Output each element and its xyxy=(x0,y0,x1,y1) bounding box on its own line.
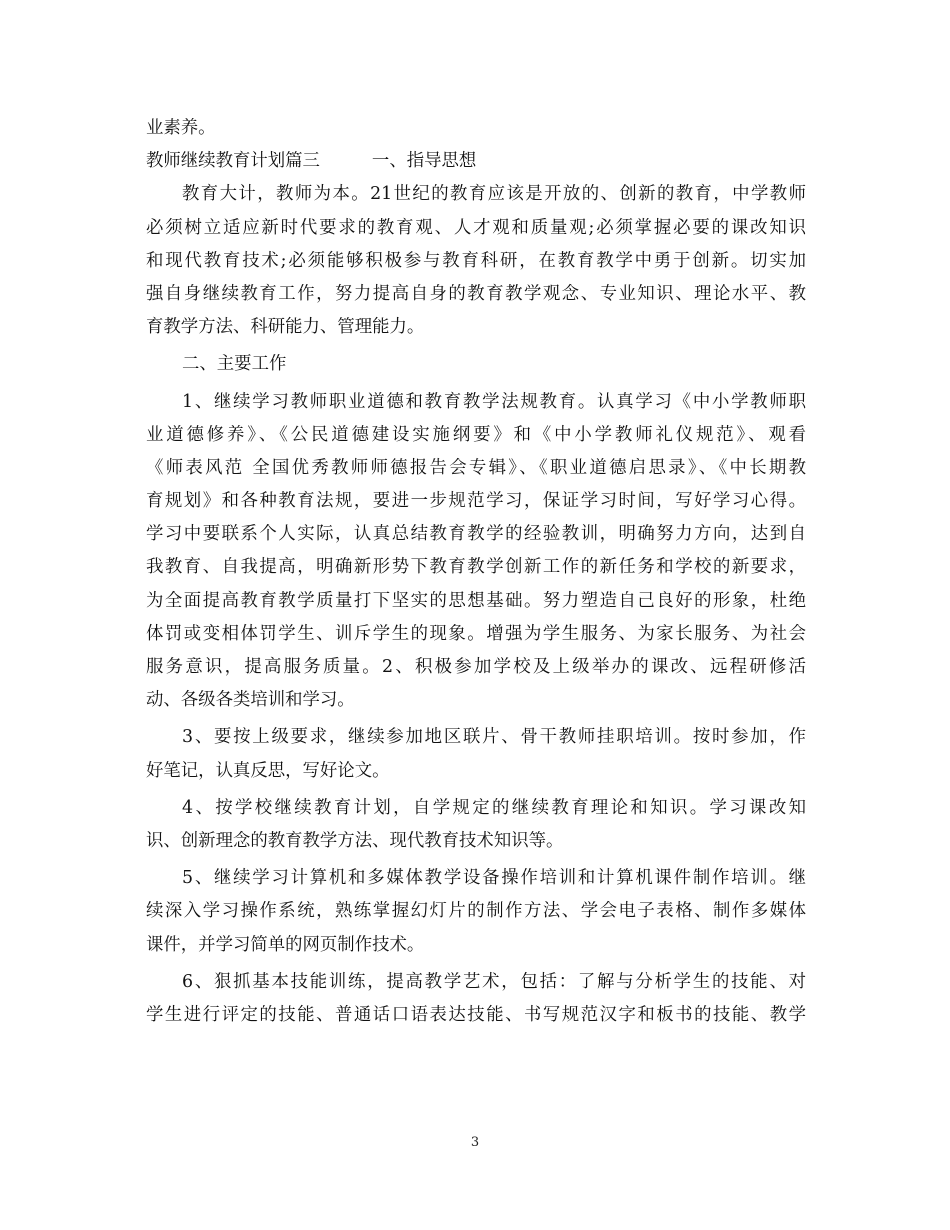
paragraph-line: 动、各级各类培训和学习。 xyxy=(146,690,355,711)
paragraph-line: 育教学方法、科研能力、管理能力。 xyxy=(146,317,425,338)
paragraph-line: 5、继续学习计算机和多媒体教学设备操作培训和计算机课件制作培训。继 xyxy=(182,868,806,889)
paragraph-line: 学习中要联系个人实际，认真总结教育教学的经验教训，明确努力方向，达到自 xyxy=(146,524,806,545)
paragraph-line: 3、要按上级要求，继续参加地区联片、骨干教师挂职培训。按时参加，作 xyxy=(182,727,806,748)
lead-line: 业素养。 xyxy=(146,118,216,138)
paragraph-line: 1、继续学习教师职业道德和教育教学法规教育。认真学习《中小学教师职 xyxy=(182,391,806,412)
section-heading-title: 教师继续教育计划篇三 xyxy=(146,151,320,172)
paragraph-line: 强自身继续教育工作，努力提高自身的教育教学观念、专业知识、理论水平、教 xyxy=(146,283,806,304)
paragraph-line: 必须树立适应新时代要求的教育观、人才观和质量观;必须掌握必要的课改知识 xyxy=(146,217,806,238)
paragraph-line: 课件，并学习简单的网页制作技术。 xyxy=(146,934,425,955)
document-body xyxy=(146,112,806,1032)
paragraph-item-1 xyxy=(146,386,806,718)
paragraph-line: 教育大计，教师为本。21世纪的教育应该是开放的、创新的教育，中学教师 xyxy=(182,184,806,205)
paragraph-line: 服务意识，提高服务质量。2、积极参加学校及上级举办的课改、远程研修活 xyxy=(146,657,806,677)
paragraph-line: 识、创新理念的教育教学方法、现代教育技术知识等。 xyxy=(146,830,564,851)
paragraph-line: 为全面提高教育教学质量打下坚实的思想基础。努力塑造自己良好的形象，杜绝 xyxy=(146,590,806,611)
paragraph-line: 业道德修养》、《公民道德建设实施纲要》和《中小学教师礼仪规范》、观看 xyxy=(146,424,806,445)
paragraph-line: 好笔记，认真反思，写好论文。 xyxy=(146,760,390,781)
section-heading xyxy=(146,145,806,178)
section-heading-subtitle: 一、指导思想 xyxy=(371,151,477,172)
page-number: 3 xyxy=(470,1135,480,1150)
paragraph-line: 6、狠抓基本技能训练，提高教学艺术，包括：了解与分析学生的技能、对 xyxy=(182,971,806,992)
paragraph-line: 学生进行评定的技能、普通话口语表达技能、书写规范汉字和板书的技能、教学 xyxy=(146,1004,806,1025)
subheading: 二、主要工作 xyxy=(182,354,287,375)
paragraph-item-5 xyxy=(146,862,806,962)
paragraph-line: 《师表风范 全国优秀教师师德报告会专辑》、《职业道德启思录》、《中长期教 xyxy=(146,457,806,478)
paragraph-line: 我教育、自我提高，明确新形势下教育教学创新工作的新任务和学校的新要求， xyxy=(146,557,806,578)
paragraph-main-work-heading xyxy=(146,348,806,381)
paragraph-line: 体罚或变相体罚学生、训斥学生的现象。增强为学生服务、为家长服务、为社会 xyxy=(146,623,806,644)
paragraph-item-4 xyxy=(146,792,806,858)
paragraph-line: 和现代教育技术;必须能够积极参与教育科研，在教育教学中勇于创新。切实加 xyxy=(146,250,806,271)
paragraph-line: 育规划》和各种教育法规，要进一步规范学习，保证学习时间，写好学习心得。 xyxy=(146,491,806,512)
paragraph-line: 4、按学校继续教育计划，自学规定的继续教育理论和知识。学习课改知 xyxy=(182,797,806,818)
paragraph-line: 续深入学习操作系统，熟练掌握幻灯片的制作方法、学会电子表格、制作多媒体 xyxy=(146,901,806,922)
paragraph-guiding-thought xyxy=(146,178,806,344)
paragraph-item-6 xyxy=(146,966,806,1032)
paragraph-item-3 xyxy=(146,721,806,787)
